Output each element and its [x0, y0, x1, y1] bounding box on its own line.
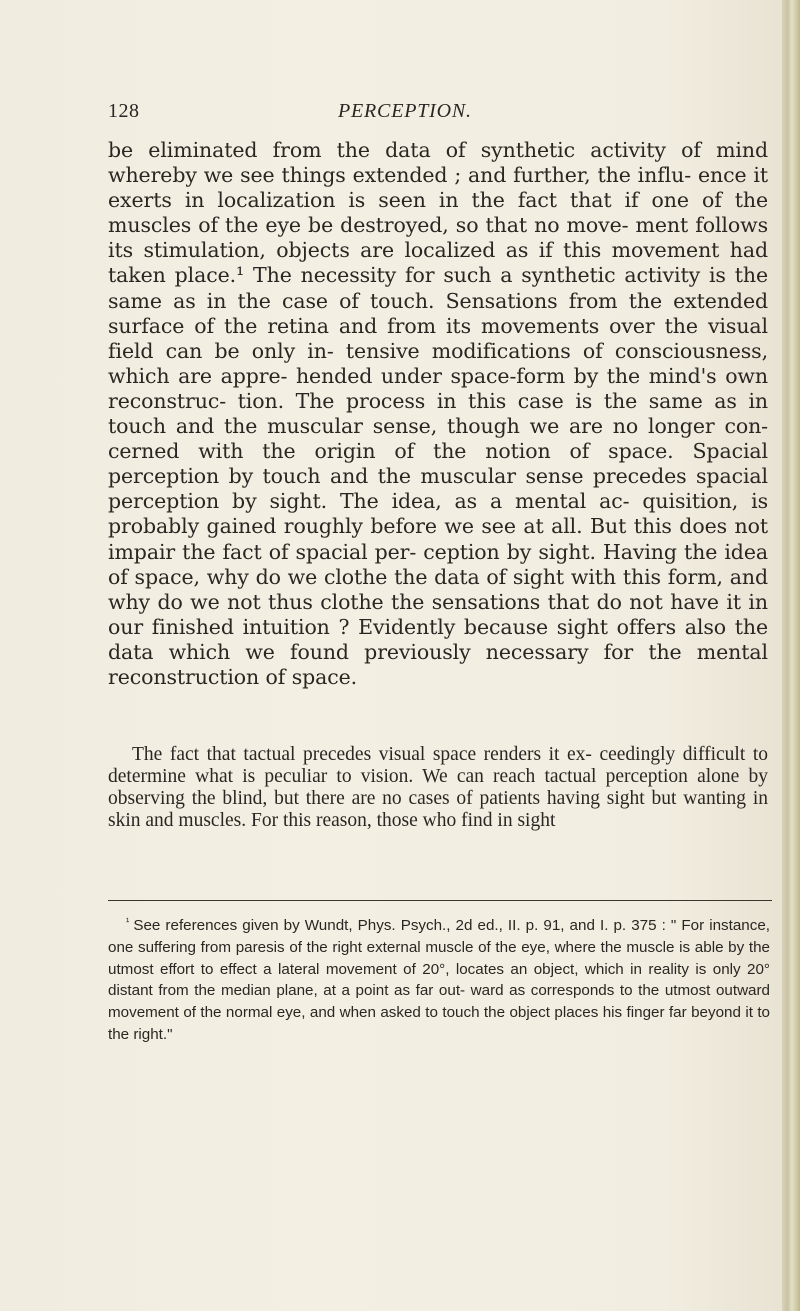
footnote [108, 912, 770, 1046]
page-edge [782, 0, 800, 1311]
footnote-divider [108, 900, 772, 901]
small-print-paragraph: The fact that tactual precedes visual space renders it ex- ceedingly difficult to determine what is peculiar to vision. We can reach tactual perception alone by observing the blind, but there are no cases of patients having sight but wanting in skin and muscles. For this reason, those who find in sight [108, 744, 768, 831]
page-header [108, 100, 768, 126]
page-number: 128 [108, 100, 140, 122]
footnote-marker: ¹ [126, 917, 130, 928]
main-paragraph: be eliminated from the data of synthetic activity of mind whereby we see things extended ; and further, the influ- ence it exerts in localization is seen in the fact that if one of the muscles of the eye be destroyed, so that no move- ment follows its stimulation, objects are localized as if this movement had taken place.¹ The necessity for such a synthetic activity is the same as in the case of touch. Sensations from the extended surface of the retina and from its movements over the visual field can be only in- tensive modifications of consciousness, which are appre- hended under space-form by the mind's own reconstruc- tion. The process in this case is the same as in touch and the muscular sense, though we are no longer con- cerned with the origin of the notion of space. Spacial perception by touch and the muscular sense precedes spacial perception by sight. The idea, as a mental ac- quisition, is probably gained roughly before we see at all. But this does not impair the fact of spacial per- ception by sight. Having the idea of space, why do we clothe the data of sight with this form, and why do we not thus clothe the sensations that do not have it in our finished intuition ? Evidently because sight offers also the data which we found previously necessary for the mental reconstruction of space. [108, 138, 768, 689]
footnote-text: See references given by Wundt, Phys. Psych., 2d ed., II. p. 91, and I. p. 375 : " For instance, one suffering from paresis of the right external muscle of the eye, where the muscle is able by the utmost effort to effect a lateral movement of 20°, locates an object, which in reality is only 20° distant from the median plane, at a point as far out- ward as corresponds to the utmost outward movement of the normal eye, and when asked to touch the object places his finger far beyond it to the right." [108, 917, 770, 1043]
running-head: PERCEPTION. [338, 100, 472, 122]
